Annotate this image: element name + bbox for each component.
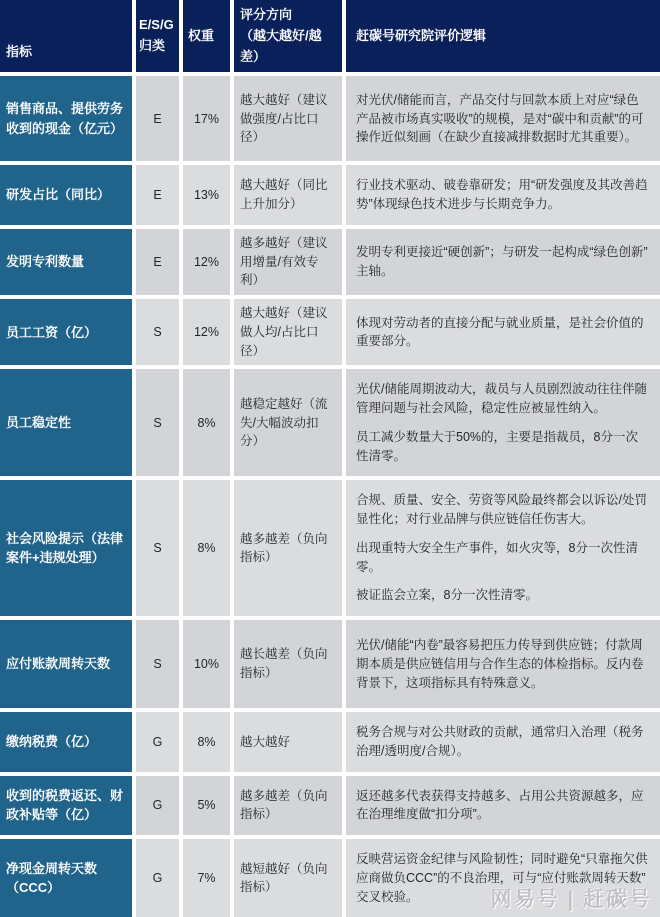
logic-paragraph: 出现重特大安全生产事件，如火灾等，8分一次性清零。	[356, 540, 638, 574]
header-logic	[346, 0, 660, 72]
table-row	[0, 369, 660, 476]
logic-cell	[346, 369, 660, 476]
direction-cell: 越多越差（负向指标）	[234, 776, 342, 836]
logic-paragraph: 光伏/储能周期波动大，裁员与人员剧烈波动往往伴随管理问题与社会风险，稳定性应被显性纳入。	[356, 382, 647, 416]
esg-class-cell: G	[136, 776, 179, 836]
header-indicator	[0, 0, 132, 72]
header-weight	[183, 0, 230, 72]
table-row	[0, 299, 660, 365]
logic-cell	[346, 839, 660, 917]
logic-cell	[346, 776, 660, 836]
logic-cell	[346, 229, 660, 295]
direction-cell: 越稳定越好（流失/大幅波动扣分）	[234, 369, 342, 476]
logic-paragraph: 反映营运资金纪律与风险韧性；同时避免“只靠拖欠供应商做负CCC”的不良治理，可与“应付账款周转天数”交叉校验。	[356, 852, 648, 904]
weight-cell: 8%	[183, 369, 230, 476]
direction-cell: 越大越好（建议做人均/占比口径）	[234, 299, 342, 365]
esg-class-cell: E	[136, 165, 179, 225]
direction-cell: 越长越差（负向指标）	[234, 620, 342, 708]
header-indicator-label: 指标	[6, 43, 33, 59]
header-logic-label: 赶碳号研究院评价逻辑	[356, 27, 487, 43]
esg-class-cell: S	[136, 620, 179, 708]
table-row	[0, 165, 660, 225]
logic-paragraph: 对光伏/储能而言，产品交付与回款本质上对应“绿色产品被市场真实吸收”的规模，是对“碳中和贡献”的可操作近似刻画（在缺少直接减排数据时尤其重要）。	[356, 92, 644, 145]
logic-paragraph: 返还越多代表获得支持越多、占用公共资源越多，应在治理维度做“扣分项”。	[356, 788, 644, 822]
logic-cell	[346, 620, 660, 708]
table-row	[0, 229, 660, 295]
indicator-cell: 员工稳定性	[0, 369, 132, 476]
logic-cell	[346, 76, 660, 161]
logic-cell	[346, 165, 660, 225]
esg-class-cell: S	[136, 369, 179, 476]
esg-class-cell: E	[136, 229, 179, 295]
table-row	[0, 712, 660, 772]
indicator-cell: 收到的税费返还、财政补贴等（亿）	[0, 776, 132, 836]
logic-paragraph: 发明专利更接近“硬创新”；与研发一起构成“绿色创新”主轴。	[356, 245, 648, 279]
indicator-cell: 应付账款周转天数	[0, 620, 132, 708]
table-row	[0, 76, 660, 161]
header-weight-label: 权重	[188, 27, 215, 43]
header-esg-line2: 归类	[139, 38, 166, 54]
direction-cell: 越多越差（负向指标）	[234, 480, 342, 616]
direction-cell: 越大越好（同比上升加分）	[234, 165, 342, 225]
logic-paragraph: 员工减少数量大于50%的，主要是指裁员，8分一次性清零。	[356, 429, 638, 463]
logic-cell	[346, 712, 660, 772]
logic-paragraph: 体现对劳动者的直接分配与就业质量，是社会价值的重要部分。	[356, 315, 644, 349]
header-direction-line2: （越大越好/越差）	[240, 27, 322, 64]
logic-paragraph: 光伏/储能“内卷”最容易把压力传导到供应链；付款周期本质是供应链信用与合作生态的体检指标。反内卷背景下，这项指标具有特殊意义。	[356, 638, 644, 690]
weight-cell: 8%	[183, 480, 230, 616]
weight-cell: 5%	[183, 776, 230, 836]
logic-paragraph: 行业技术驱动、破卷靠研发；用“研发强度及其改善趋势”体现绿色技术进步与长期竞争力。	[356, 178, 648, 212]
indicator-cell: 社会风险提示（法律案件+违规处理）	[0, 480, 132, 616]
table-header-row	[0, 0, 660, 72]
indicator-cell: 净现金周转天数（CCC）	[0, 839, 132, 917]
direction-cell: 越短越好（负向指标）	[234, 839, 342, 917]
header-esg	[136, 0, 179, 72]
table-row	[0, 839, 660, 917]
esg-class-cell: E	[136, 76, 179, 161]
table-row	[0, 620, 660, 708]
watermark: 网易号 | 赶碳号	[490, 888, 652, 912]
weight-cell: 12%	[183, 229, 230, 295]
esg-class-cell: G	[136, 712, 179, 772]
header-direction-line1: 评分方向	[240, 7, 293, 22]
weight-cell: 7%	[183, 839, 230, 917]
esg-class-cell: S	[136, 480, 179, 616]
indicator-cell: 缴纳税费（亿）	[0, 712, 132, 772]
weight-cell: 8%	[183, 712, 230, 772]
esg-class-cell: G	[136, 839, 179, 917]
indicator-cell: 研发占比（同比）	[0, 165, 132, 225]
indicator-cell: 员工工资（亿）	[0, 299, 132, 365]
indicator-cell: 发明专利数量	[0, 229, 132, 295]
logic-cell	[346, 480, 660, 616]
weight-cell: 12%	[183, 299, 230, 365]
table-row	[0, 480, 660, 616]
weight-cell: 13%	[183, 165, 230, 225]
indicator-cell: 销售商品、提供劳务收到的现金（亿元）	[0, 76, 132, 161]
table-row	[0, 776, 660, 836]
logic-cell	[346, 299, 660, 365]
direction-cell: 越多越好（建议用增量/有效专利）	[234, 229, 342, 295]
esg-class-cell: S	[136, 299, 179, 365]
logic-paragraph: 被证监会立案，8分一次性清零。	[356, 588, 538, 603]
weight-cell: 17%	[183, 76, 230, 161]
logic-paragraph: 合规、质量、安全、劳资等风险最终都会以诉讼/处罚显性化；对行业品牌与供应链信任伤害大。	[356, 493, 647, 527]
direction-cell: 越大越好（建议做强度/占比口径）	[234, 76, 342, 161]
direction-cell: 越大越好	[234, 712, 342, 772]
header-direction	[234, 0, 342, 72]
logic-paragraph: 税务合规与对公共财政的贡献，通常归入治理（税务治理/透明度/合规）。	[356, 725, 644, 758]
header-esg-line1: E/S/G	[139, 17, 174, 33]
weight-cell: 10%	[183, 620, 230, 708]
